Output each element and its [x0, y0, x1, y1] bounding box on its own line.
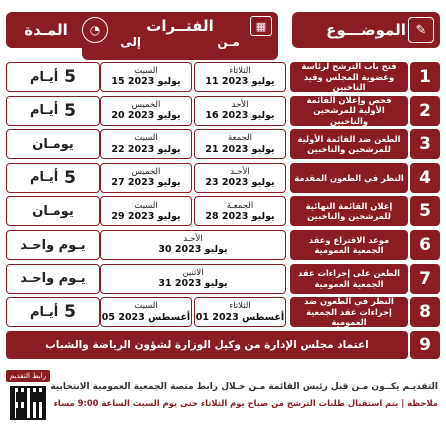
duration-text: يومـان — [32, 136, 74, 152]
date-value: 28 يوليو 2023 — [205, 210, 275, 222]
date-value: 15 يوليو 2023 — [111, 76, 181, 88]
row-subject: إعلان القائمة النهائية للمرشحين والناخبين — [290, 196, 408, 226]
day-name: الجمعة — [227, 133, 252, 144]
duration-cell — [6, 96, 100, 126]
row-subject: الطعن على إجراءات عقد الجمعية العمومية — [290, 264, 408, 294]
date-value: 23 يوليو 2023 — [205, 177, 275, 189]
from-date — [194, 163, 286, 193]
date-value: 16 يوليو 2023 — [205, 109, 275, 121]
schedule-row — [6, 62, 440, 92]
schedule-row — [6, 196, 440, 226]
row-number: 8 — [410, 297, 440, 327]
day-name: الأحـد — [183, 234, 203, 245]
row-subject: فتح باب الترشح لرئاسة وعضوية المجلس وقيد الناخبين — [290, 62, 408, 92]
row-number: 6 — [410, 230, 440, 260]
duration-cell — [6, 196, 100, 226]
duration-cell — [6, 264, 100, 294]
duration-cell — [6, 297, 100, 327]
duration-text: أيـام — [29, 170, 59, 186]
qr-code[interactable] — [10, 386, 46, 420]
date-value: 22 يوليو 2023 — [111, 143, 181, 155]
footer-remark: ملاحظة | يتم استقبال طلبات الترشح من صباح يوم الثلاثاء حتى يوم السبت الساعة 9:00 مساء — [53, 398, 438, 408]
day-name: الأحد — [231, 99, 249, 110]
row-subject: النظر في الطعون ضد إجراءات عقد الجمعية العمومية — [290, 297, 408, 327]
day-name: الخميس — [131, 99, 161, 110]
row-number: 7 — [410, 264, 440, 294]
to-header: إلى — [120, 35, 141, 49]
date-value: 20 يوليو 2023 — [111, 109, 181, 121]
document-icon: ✎ — [408, 17, 434, 43]
row-number: 9 — [410, 331, 440, 359]
day-name: الاثنين — [182, 267, 204, 278]
subject-header: ✎ الموضـــوع — [292, 12, 440, 48]
day-name: الثلاثاء — [229, 301, 251, 312]
date-value: 11 يوليو 2023 — [205, 76, 275, 88]
duration-cell — [6, 230, 100, 260]
table-header — [6, 4, 440, 54]
to-date — [100, 297, 192, 327]
duration-header: ◔ المـدة — [6, 12, 114, 48]
from-date — [194, 196, 286, 226]
footer — [6, 364, 440, 422]
schedule-row — [6, 297, 440, 327]
schedule-row-9 — [6, 331, 440, 359]
duration-text: يـوم واحـد — [20, 237, 86, 253]
single-date — [100, 230, 286, 260]
date-value: 30 يوليو 2023 — [158, 244, 228, 256]
day-name: الثلاثاء — [229, 66, 251, 77]
to-date — [100, 62, 192, 92]
footer-note: التقديـم يكــون مـن قبل رئيس القائمة مـن خـلال رابط منصة الجمعية العمومية الانتخابية — [50, 382, 438, 392]
single-date — [100, 264, 286, 294]
row-number: 3 — [410, 129, 440, 159]
duration-text: أيـام — [29, 304, 59, 320]
row-subject: فحص وإعلان القائمة الأولية للمرشحين والناخبين — [290, 96, 408, 126]
to-date — [100, 129, 192, 159]
duration-number: 5 — [64, 67, 77, 87]
row-subject: اعتماد مجلس الإدارة من وكيل الوزارة لشؤون الرياضة والشباب — [6, 331, 408, 359]
row-subject: الطعن ضد القائمة الأولية للمرشحين والناخبين — [290, 129, 408, 159]
qr-label: رابط التقديم — [6, 370, 50, 382]
duration-text: يومـان — [32, 203, 74, 219]
calendar-icon: ▦ — [250, 16, 272, 36]
day-name: السبت — [134, 200, 158, 211]
day-name: السبت — [134, 66, 158, 77]
duration-number: 5 — [64, 302, 77, 323]
duration-cell — [6, 129, 100, 159]
row-number: 4 — [410, 163, 440, 193]
from-date — [194, 129, 286, 159]
to-date — [100, 96, 192, 126]
row-number: 2 — [410, 96, 440, 126]
day-name: الخميس — [131, 167, 161, 177]
to-date — [100, 163, 192, 193]
duration-text: أيـام — [29, 69, 59, 85]
duration-number: 5 — [64, 100, 77, 121]
date-value: 27 يوليو 2023 — [111, 177, 181, 189]
row-number: 1 — [410, 62, 440, 92]
duration-number: 5 — [64, 167, 77, 188]
from-date — [194, 96, 286, 126]
date-value: 29 يوليو 2023 — [111, 210, 181, 222]
row-subject: النظر في الطعون المقدمة — [290, 163, 408, 193]
clock-icon: ◔ — [82, 17, 108, 43]
to-date — [100, 196, 192, 226]
date-value: 05 أغسطس 2023 — [101, 311, 191, 323]
row-subject: موعد الاقتراع وعقد الجمعية العمومية — [290, 230, 408, 260]
row-number: 5 — [410, 196, 440, 226]
day-name: الأحـد — [230, 167, 250, 177]
periods-header: ▦ الفتــرات إلى مـن — [82, 12, 278, 60]
from-header: مـن — [217, 35, 240, 49]
duration-cell — [6, 163, 100, 193]
duration-text: أيـام — [29, 103, 59, 119]
day-name: السبت — [134, 133, 158, 144]
from-date — [194, 297, 286, 327]
date-value: 31 يوليو 2023 — [158, 277, 228, 289]
duration-text: يـوم واحـد — [20, 271, 86, 287]
schedule-row — [6, 129, 440, 159]
duration-cell — [6, 62, 100, 92]
schedule-row — [6, 163, 440, 193]
day-name: السبت — [134, 301, 158, 312]
schedule-row — [6, 264, 440, 294]
day-name: الجمعـة — [226, 200, 254, 211]
from-date — [194, 62, 286, 92]
schedule-row — [6, 96, 440, 126]
date-value: 01 أغسطس 2023 — [195, 311, 285, 323]
date-value: 21 يوليو 2023 — [205, 143, 275, 155]
schedule-row — [6, 230, 440, 260]
